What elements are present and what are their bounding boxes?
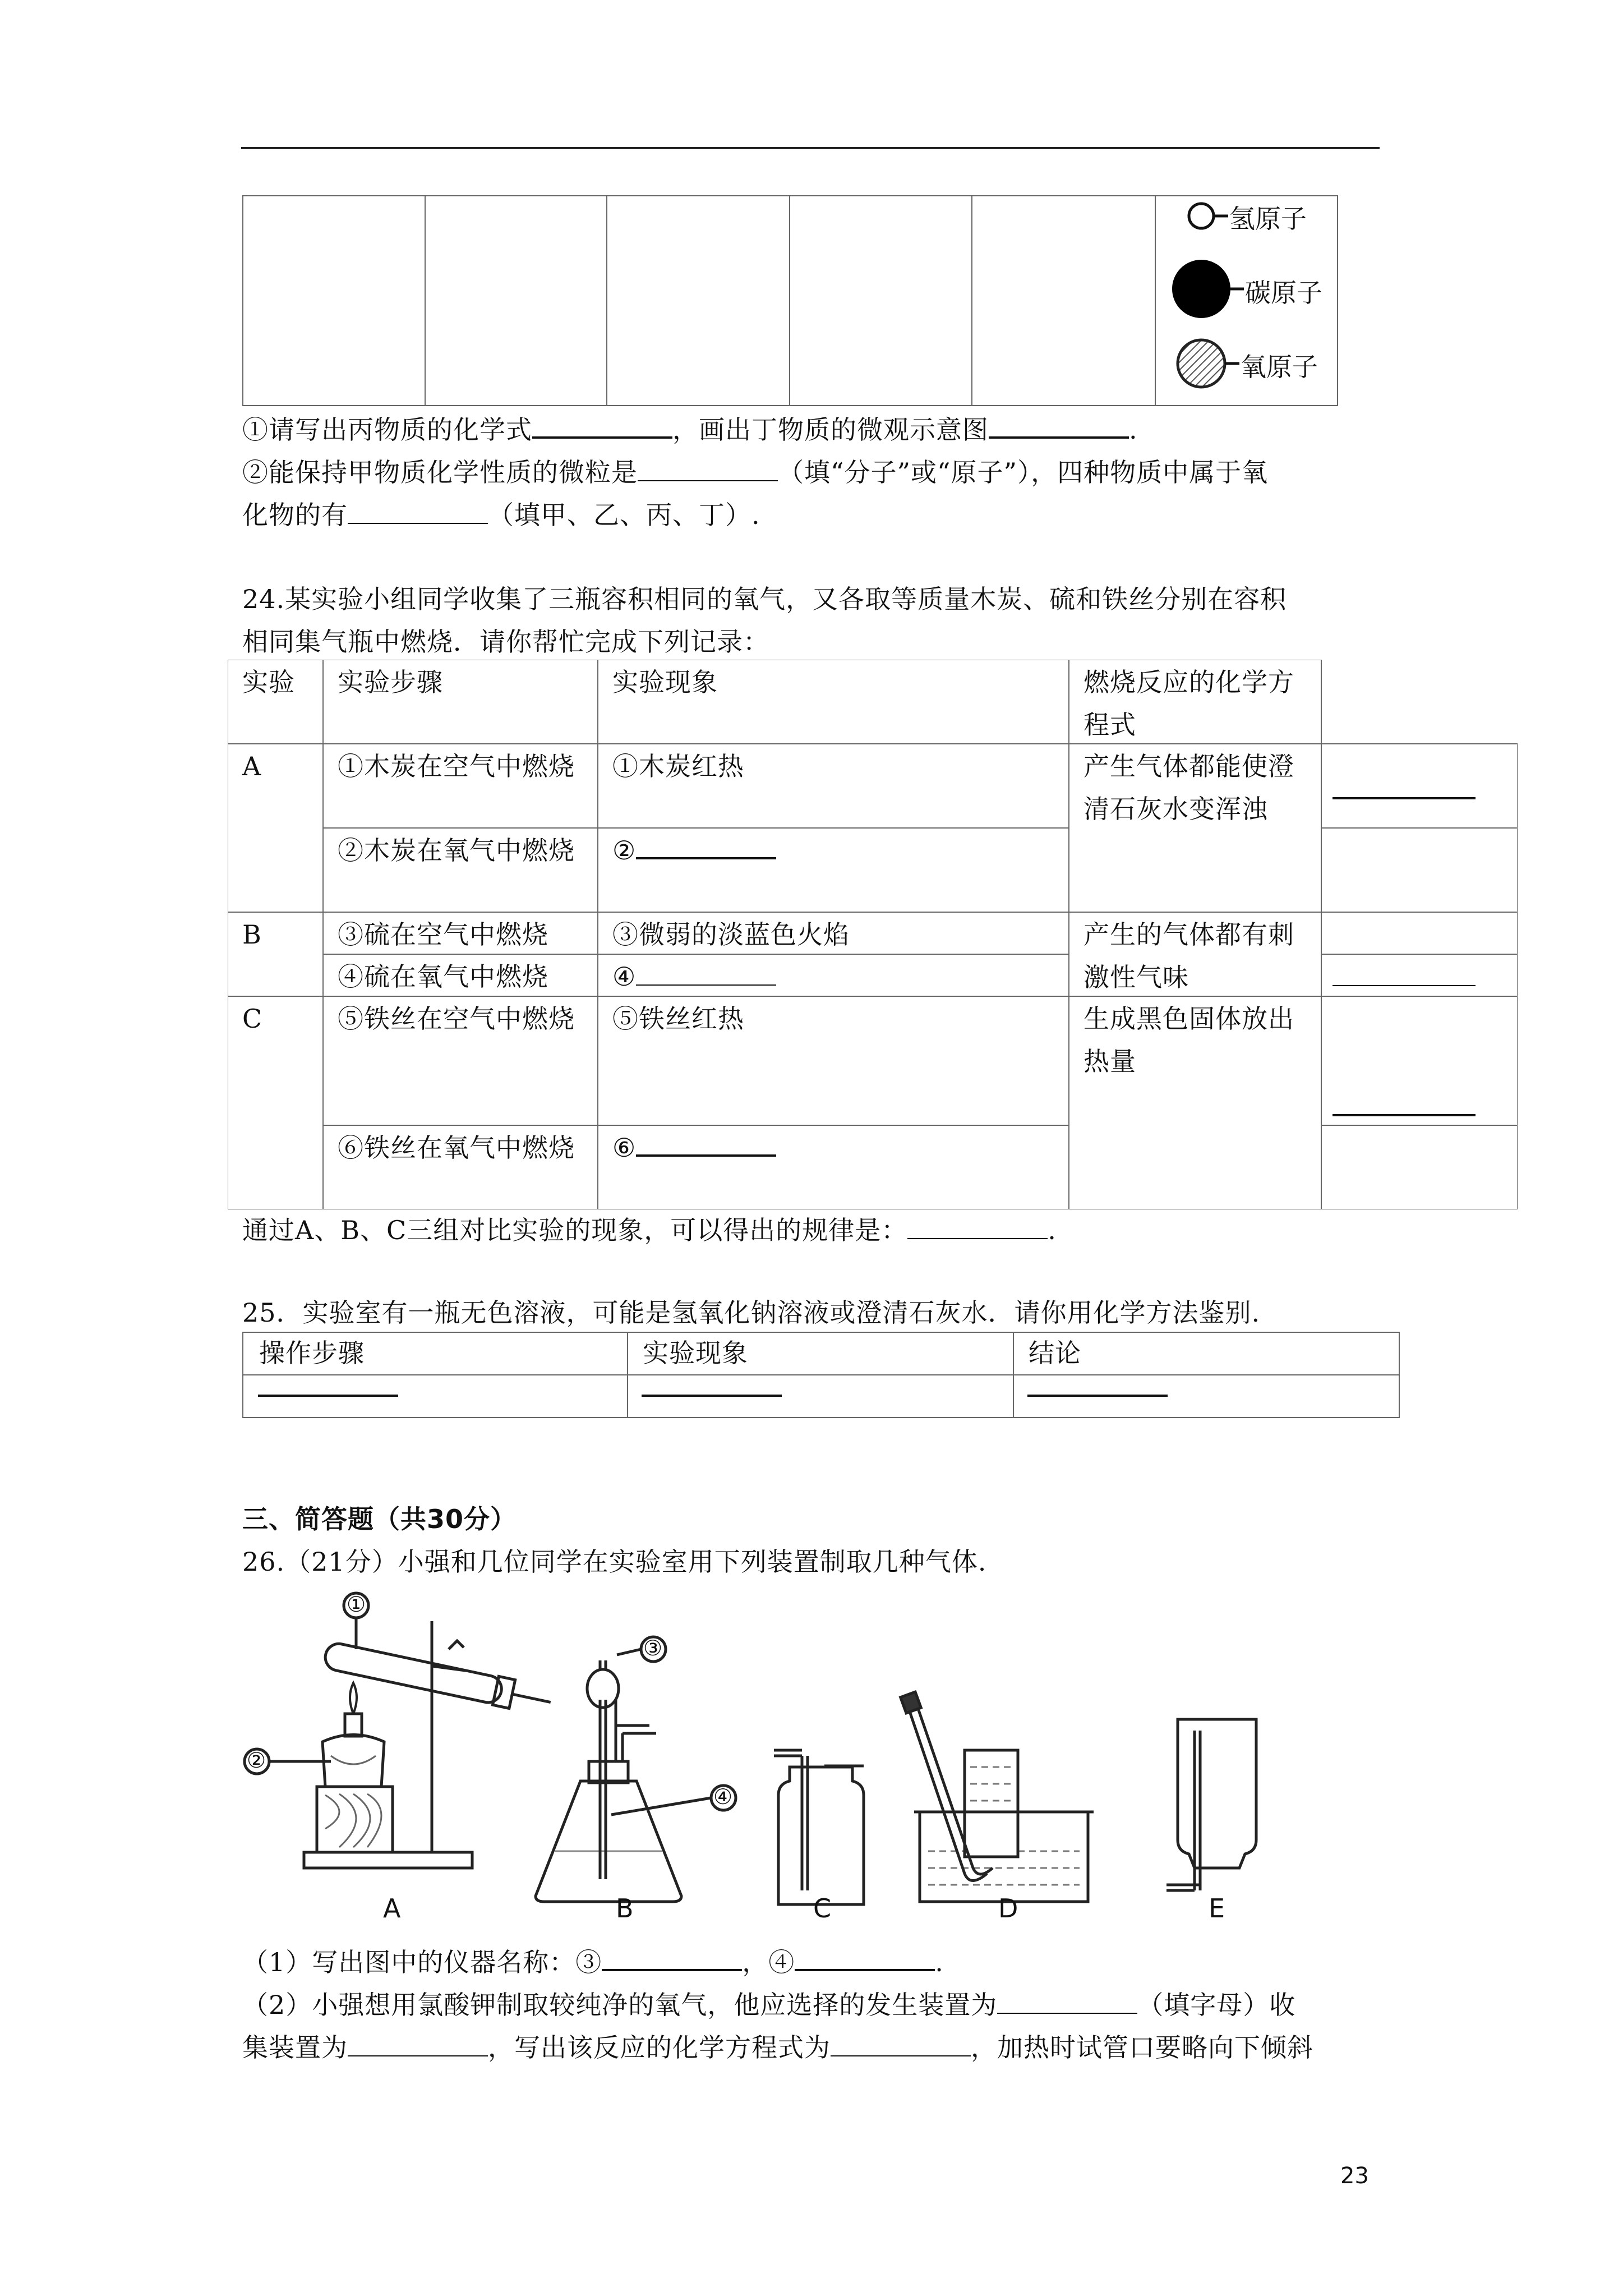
step-a1: ①木炭在空气中燃烧: [338, 751, 575, 781]
blank[interactable]: [795, 1943, 935, 1971]
section3-title: 三、简答题（共30分）: [242, 1504, 517, 1534]
col-header-equation: 燃烧反应的化学方程式: [1083, 667, 1294, 740]
phenomenon-c1: ⑤铁丝红热: [612, 1004, 744, 1034]
row-label-b: B: [242, 919, 262, 950]
step-a2: ②木炭在氧气中燃烧: [338, 835, 575, 866]
step-b2: ④硫在氧气中燃烧: [338, 961, 548, 992]
header-rule: [241, 147, 1380, 149]
equation-blank-b[interactable]: [1332, 979, 1476, 986]
experiment-table: [228, 660, 1518, 1209]
row-label-a: A: [242, 751, 262, 781]
apparatus-label-c: C: [813, 1893, 832, 1924]
blank[interactable]: [989, 411, 1129, 439]
blank[interactable]: [831, 2030, 971, 2056]
phenomenon-a2: ②: [612, 829, 776, 872]
apparatus-label-e: E: [1209, 1893, 1225, 1924]
blank[interactable]: [636, 831, 776, 859]
q25-header-conclusion: 结论: [1029, 1338, 1081, 1368]
q23-line3: 化物的有 （填甲、乙、丙、丁）.: [242, 494, 760, 536]
callout-2: ②: [247, 1748, 266, 1773]
apparatus-label-d: D: [998, 1893, 1018, 1924]
common-a: 产生气体都能使澄清石灰水变浑浊: [1083, 751, 1294, 824]
q26-part1: （1）写出图中的仪器名称：③ ，④ .: [242, 1941, 944, 1984]
blank[interactable]: [636, 1129, 776, 1157]
phenomenon-a1: ①木炭红热: [612, 751, 744, 781]
apparatus-label-a: A: [383, 1893, 401, 1924]
blank[interactable]: [348, 497, 488, 524]
step-c1: ⑤铁丝在空气中燃烧: [338, 1004, 575, 1034]
equation-blank-a[interactable]: [1332, 792, 1476, 799]
q24-intro-line2: 相同集气瓶中燃烧．请你帮忙完成下列记录：: [242, 627, 769, 657]
q23-line1: ①请写出丙物质的化学式 ，画出丁物质的微观示意图 .: [242, 408, 1138, 451]
q25-blank-phenomenon[interactable]: [642, 1389, 782, 1397]
blank[interactable]: [907, 1212, 1048, 1239]
legend-carbon: 碳原子: [1245, 278, 1322, 308]
common-b: 产生的气体都有刺激性气味: [1083, 919, 1294, 992]
step-b1: ③硫在空气中燃烧: [338, 919, 548, 950]
q24-conclusion: 通过A、B、C三组对比实验的现象，可以得出的规律是： .: [242, 1209, 1057, 1251]
q24-intro-line1: 24.某实验小组同学收集了三瓶容积相同的氧气，又各取等质量木炭、硫和铁丝分别在容积: [242, 584, 1287, 614]
col-header-steps: 实验步骤: [338, 667, 443, 697]
blank[interactable]: [997, 1987, 1137, 2014]
common-c: 生成黑色固体放出热量: [1083, 1004, 1294, 1076]
apparatus-figure: [241, 1588, 1279, 1924]
phenomenon-c2: ⑥: [612, 1126, 776, 1169]
q25-header-phenomenon: 实验现象: [643, 1338, 748, 1368]
apparatus-drawing: [241, 1588, 1279, 1924]
legend-oxygen: 氧原子: [1241, 352, 1318, 382]
step-c2: ⑥铁丝在氧气中燃烧: [338, 1133, 575, 1163]
blank[interactable]: [348, 2030, 488, 2056]
callout-3: ③: [643, 1636, 663, 1660]
blank[interactable]: [638, 454, 778, 481]
q25-intro: 25．实验室有一瓶无色溶液，可能是氢氧化钠溶液或澄清石灰水．请你用化学方法鉴别.: [242, 1297, 1261, 1328]
q23-line2: ②能保持甲物质化学性质的微粒是 （填“分子”或“原子”），四种物质中属于氧: [242, 451, 1268, 494]
q25-blank-steps[interactable]: [258, 1389, 398, 1397]
q26-part2: （2）小强想用氯酸钾制取较纯净的氧气，他应选择的发生装置为 （填字母）收: [242, 1984, 1295, 2026]
apparatus-label-b: B: [616, 1893, 634, 1924]
phenomenon-b1: ③微弱的淡蓝色火焰: [612, 919, 850, 950]
legend-hydrogen: 氢原子: [1229, 204, 1307, 234]
col-header-experiment: 实验: [242, 667, 295, 697]
q25-header-steps: 操作步骤: [259, 1338, 365, 1368]
blank[interactable]: [636, 959, 776, 986]
atom-legend: [1162, 196, 1336, 404]
row-label-c: C: [242, 1004, 263, 1034]
q25-table: [242, 1332, 1400, 1418]
q26-part3: 集装置为 ，写出该反应的化学方程式为 ，加热时试管口要略向下倾斜: [242, 2026, 1313, 2069]
phenomenon-b2: ④: [612, 955, 776, 998]
blank[interactable]: [532, 411, 672, 439]
page-number: 23: [1340, 2163, 1369, 2189]
callout-4: ④: [713, 1784, 733, 1809]
blank[interactable]: [602, 1943, 742, 1971]
equation-blank-c[interactable]: [1332, 1108, 1476, 1116]
col-header-phenomenon: 实验现象: [612, 667, 718, 697]
callout-1: ①: [347, 1592, 366, 1617]
q25-blank-conclusion[interactable]: [1027, 1389, 1168, 1397]
q26-intro: 26.（21分）小强和几位同学在实验室用下列装置制取几种气体.: [242, 1547, 987, 1577]
